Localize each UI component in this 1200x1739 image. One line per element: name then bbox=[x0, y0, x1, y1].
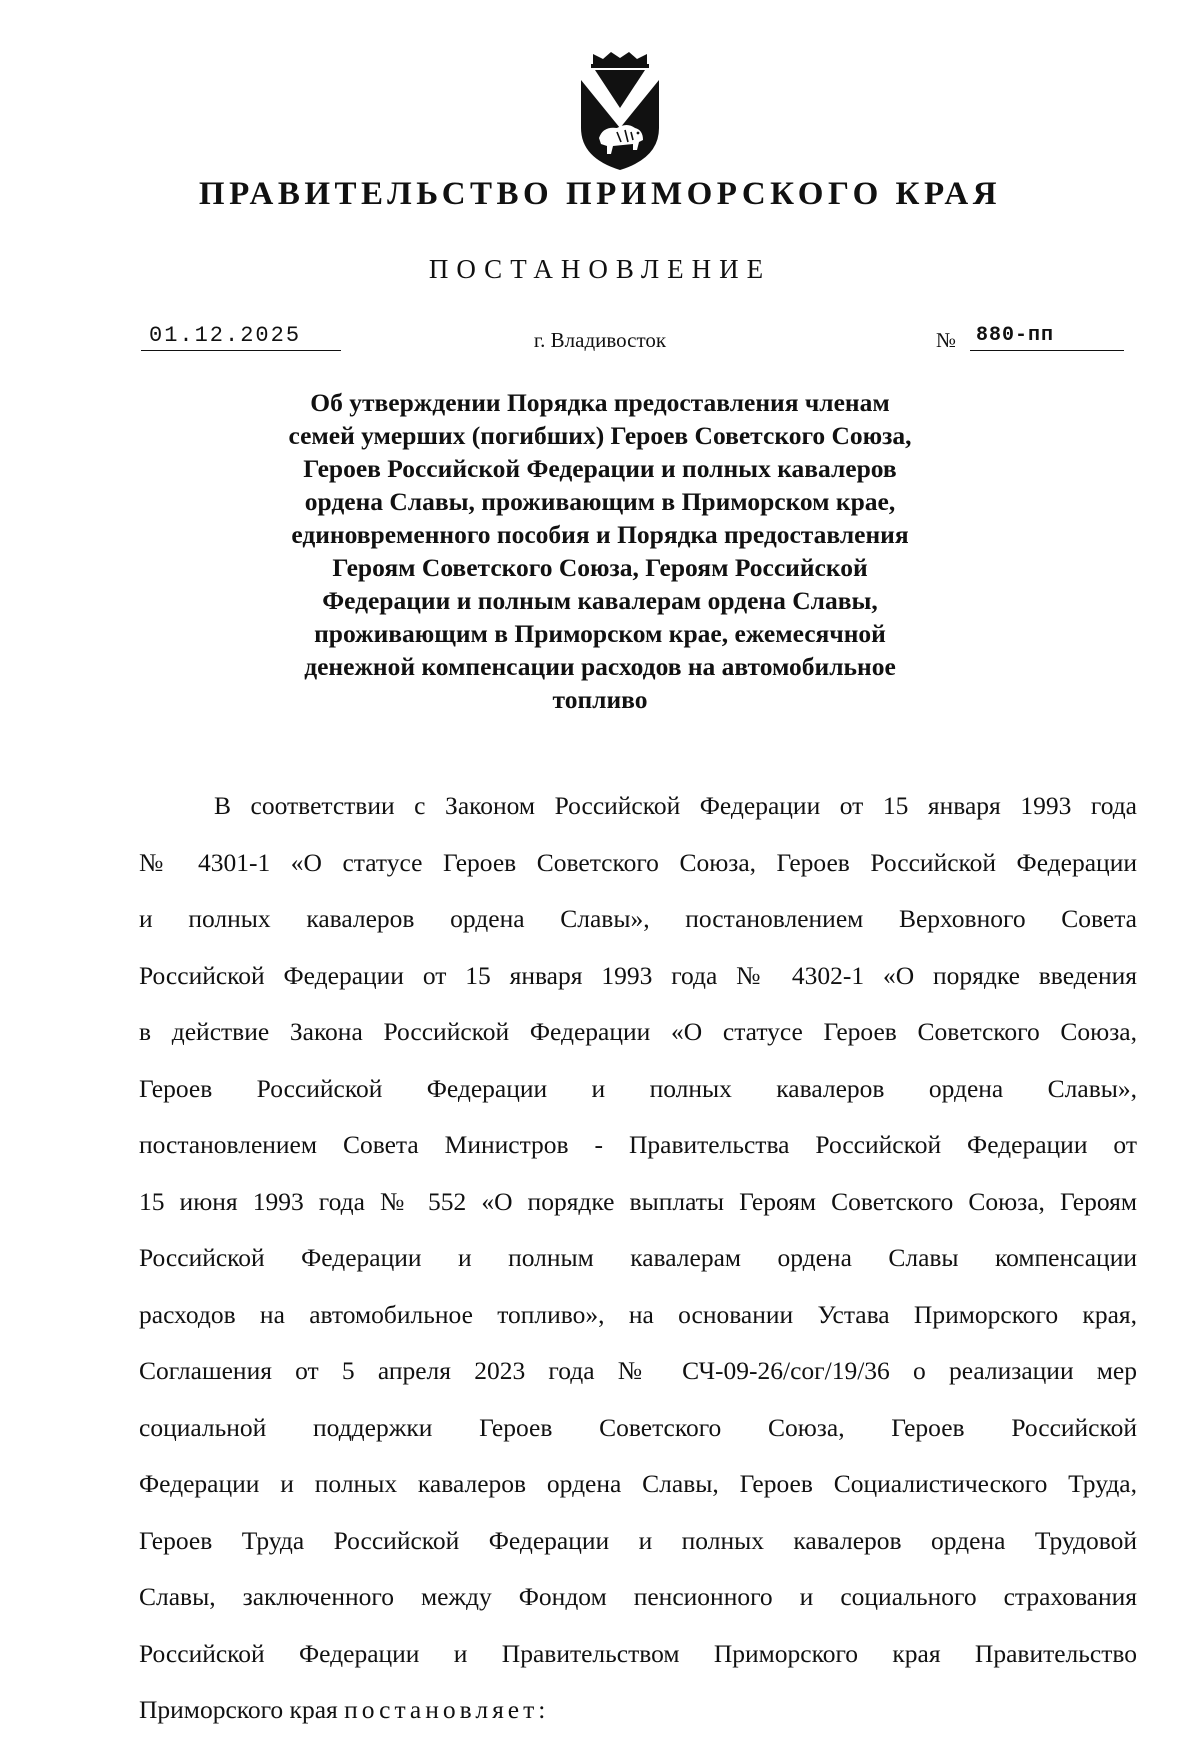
document-date: 01.12.2025 bbox=[141, 322, 341, 351]
body-line: в действие Закона Российской Федерации «О статусе Героев Советского Союза, bbox=[139, 1017, 1137, 1046]
body-line: Российской Федерации от 15 января 1993 года № 4302-1 «О порядке введения bbox=[139, 960, 1137, 990]
subject-line: проживающим в Приморском крае, ежемесячной bbox=[314, 619, 886, 648]
body-line: Российской Федерации и полным кавалерам ордена Славы компенсации bbox=[139, 1243, 1137, 1272]
body-last-line-text: Приморского края bbox=[139, 1695, 338, 1724]
document-subject bbox=[180, 386, 1020, 716]
body-line: 15 июня 1993 года № 552 «О порядке выплаты Героям Советского Союза, Героям bbox=[139, 1186, 1137, 1216]
body-line: Славы, заключенного между Фондом пенсионного и социального страхования bbox=[139, 1582, 1137, 1611]
government-title: ПРАВИТЕЛЬСТВО ПРИМОРСКОГО КРАЯ bbox=[198, 176, 1002, 212]
body-line: Героев Труда Российской Федерации и полных кавалеров ордена Трудовой bbox=[139, 1525, 1137, 1555]
document-city: г. Владивосток bbox=[533, 328, 667, 352]
subject-line: единовременного пособия и Порядка предоставления bbox=[291, 520, 909, 549]
resolves-word: постановляет: bbox=[344, 1695, 550, 1724]
coat-of-arms-emblem bbox=[573, 50, 667, 174]
body-last-line bbox=[139, 1682, 1137, 1739]
subject-line: денежной компенсации расходов на автомобильное bbox=[304, 652, 896, 681]
subject-line: Героям Советского Союза, Героям Российской bbox=[332, 553, 868, 582]
body-line: социальной поддержки Героев Советского Союза, Героев Российской bbox=[139, 1412, 1137, 1442]
document-number: 880-пп bbox=[970, 322, 1124, 351]
body-line: В соответствии с Законом Российской Федерации от 15 января 1993 года bbox=[214, 791, 1137, 820]
subject-line: ордена Славы, проживающим в Приморском крае, bbox=[304, 487, 896, 516]
body-line: Соглашения от 5 апреля 2023 года № СЧ-09-26/сог/19/36 о реализации мер bbox=[139, 1356, 1137, 1385]
subject-line: топливо bbox=[552, 685, 648, 714]
body-line: Российской Федерации и Правительством Приморского края Правительство bbox=[139, 1638, 1137, 1668]
body-paragraph bbox=[139, 778, 1137, 1739]
body-line: постановлением Совета Министров - Правительства Российской Федерации от bbox=[139, 1130, 1137, 1159]
body-line: расходов на автомобильное топливо», на основании Устава Приморского края, bbox=[139, 1299, 1137, 1329]
body-line: № 4301-1 «О статусе Героев Советского Союза, Героев Российской Федерации bbox=[139, 847, 1137, 877]
document-type: ПОСТАНОВЛЕНИЕ bbox=[428, 254, 772, 284]
body-line: и полных кавалеров ордена Славы», постановлением Верховного Совета bbox=[139, 904, 1137, 933]
subject-line: Героев Российской Федерации и полных кавалеров bbox=[303, 454, 897, 483]
number-label: № bbox=[936, 328, 957, 352]
body-line: Героев Российской Федерации и полных кавалеров ордена Славы», bbox=[139, 1073, 1137, 1103]
subject-line: семей умерших (погибших) Героев Советского Союза, bbox=[288, 421, 912, 450]
body-line: Федерации и полных кавалеров ордена Славы, Героев Социалистического Труда, bbox=[139, 1469, 1137, 1498]
subject-line: Об утверждении Порядка предоставления членам bbox=[310, 388, 890, 417]
subject-line: Федерации и полным кавалерам ордена Славы, bbox=[322, 586, 878, 615]
